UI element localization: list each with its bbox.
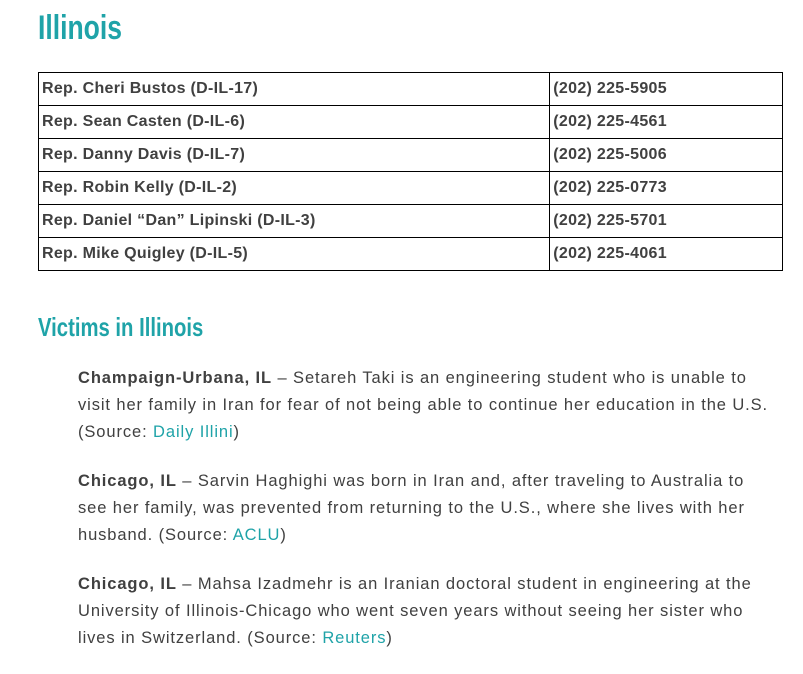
rep-name-cell: Rep. Robin Kelly (D-IL-2) [39,172,550,205]
rep-name-cell: Rep. Sean Casten (D-IL-6) [39,106,550,139]
victims-list [78,365,778,674]
representatives-table [38,72,783,271]
source-link[interactable]: Daily Illini [153,423,234,441]
rep-phone-cell: (202) 225-5905 [550,73,783,106]
table-row [39,238,783,271]
victim-entry [78,571,778,652]
rep-phone-cell: (202) 225-5006 [550,139,783,172]
victim-location: Champaign-Urbana, IL [78,369,273,387]
rep-phone-cell: (202) 225-4561 [550,106,783,139]
victim-location: Chicago, IL [78,575,177,593]
rep-name-cell: Rep. Daniel “Dan” Lipinski (D-IL-3) [39,205,550,238]
victim-description: – Mahsa Izadmehr is an Iranian doctoral student in engineering at the University of Illinois-Chicago who went seven years without seeing her sister who lives in Switzerland. (Source: [78,575,752,647]
victim-location: Chicago, IL [78,472,177,490]
rep-name-cell: Rep. Cheri Bustos (D-IL-17) [39,73,550,106]
closing-paren: ) [280,526,287,544]
victims-heading: Victims in Illinois [38,312,204,342]
victim-description: – Setareh Taki is an engineering student who is unable to visit her family in Iran for fear of not being able to continue her education in the U.S. (Source: [78,369,769,441]
closing-paren: ) [233,423,240,441]
table-row [39,139,783,172]
victim-description: – Sarvin Haghighi was born in Iran and, after traveling to Australia to see her family, was prevented from returning to the U.S., where she lives with her husband. (Source: [78,472,745,544]
victim-entry [78,468,778,549]
rep-phone-cell: (202) 225-4061 [550,238,783,271]
table-row [39,205,783,238]
rep-name-cell: Rep. Danny Davis (D-IL-7) [39,139,550,172]
rep-phone-cell: (202) 225-0773 [550,172,783,205]
rep-phone-cell: (202) 225-5701 [550,205,783,238]
table-row [39,172,783,205]
closing-paren: ) [386,629,393,647]
rep-name-cell: Rep. Mike Quigley (D-IL-5) [39,238,550,271]
source-link[interactable]: Reuters [322,629,387,647]
table-row [39,73,783,106]
source-link[interactable]: ACLU [232,526,281,544]
victim-entry [78,365,778,446]
page-title: Illinois [38,9,122,47]
table-row [39,106,783,139]
